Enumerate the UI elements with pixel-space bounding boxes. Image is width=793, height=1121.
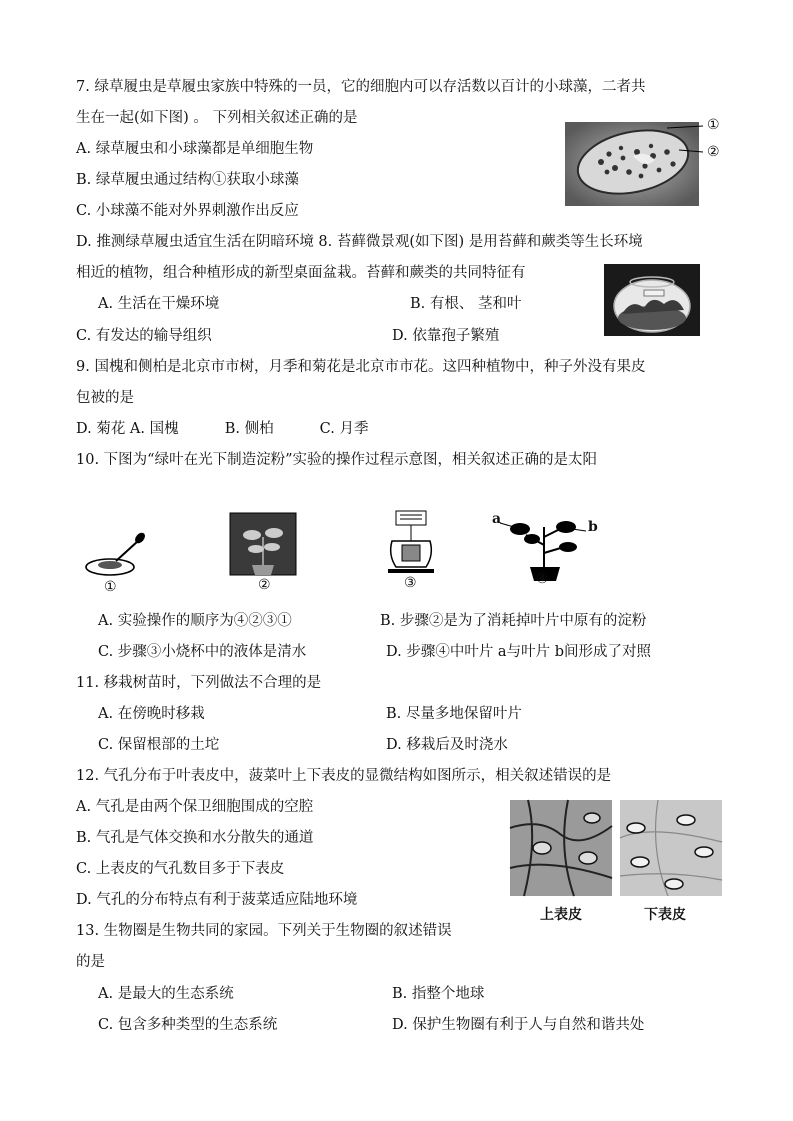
petri-dish-icon: [86, 531, 147, 575]
step-4-label: ④: [536, 571, 549, 587]
water-bath-beaker-icon: [388, 511, 434, 573]
q7-stem-line1: 7. 绿草履虫是草履虫家族中特殊的一员，它的细胞内可以存活数以百计的小球藻，二者共: [76, 79, 646, 95]
lower-epidermis-caption: 下表皮: [644, 907, 686, 923]
q9-stem-line2: 包被的是: [76, 390, 134, 406]
q13-option-d: D. 保护生物圈有利于人与自然和谐共处: [392, 1017, 645, 1033]
figure-label-2: ②: [707, 144, 720, 160]
starch-experiment-figure: [80, 505, 620, 600]
q10-stem-line1: 10. 下图为“绿叶在光下制造淀粉”实验的操作过程示意图，相关叙述正确的是太阳: [76, 452, 597, 468]
q11-option-a: A. 在傍晚时移栽: [98, 706, 205, 722]
q12-option-d: D. 气孔的分布特点有利于菠菜适应陆地环境: [76, 892, 358, 908]
dark-plant-icon: [230, 513, 296, 575]
leaf-a-label: a: [492, 511, 502, 527]
q13-stem-line1: 13. 生物圈是生物共同的家园。下列关于生物圈的叙述错误: [76, 923, 452, 939]
q7-option-b: B. 绿草履虫通过结构①获取小球藻: [76, 172, 299, 188]
q8-option-c: C. 有发达的输导组织: [76, 328, 212, 344]
q11-option-b: B. 尽量多地保留叶片: [386, 706, 522, 722]
q13-option-c: C. 包含多种类型的生态系统: [98, 1017, 278, 1033]
q10-option-c: C. 步骤③小烧杯中的液体是清水: [98, 644, 307, 660]
upper-epidermis-caption: 上表皮: [540, 907, 582, 923]
q12-option-c: C. 上表皮的气孔数目多于下表皮: [76, 861, 285, 877]
q12-stem: 12. 气孔分布于叶表皮中，菠菜叶上下表皮的显微结构如图所示，相关叙述错误的是: [76, 768, 612, 784]
q11-stem: 11. 移栽树苗时，下列做法不合理的是: [76, 675, 322, 691]
q10-option-b: B. 步骤②是为了消耗掉叶片中原有的淀粉: [380, 613, 647, 629]
q7-stem-line2: 生在一起(如下图) 。 下列相关叙述正确的是: [76, 110, 358, 126]
q13-stem-line2: 的是: [76, 954, 105, 970]
figure-label-1: ①: [707, 117, 720, 133]
q8-option-a: A. 生活在干燥环境: [98, 296, 220, 312]
step-1-label: ①: [104, 579, 117, 595]
q12-option-b: B. 气孔是气体交换和水分散失的通道: [76, 830, 314, 846]
q9-stem-line1: 9. 国槐和侧柏是北京市市树，月季和菊花是北京市市花。这四种植物中，种子外没有果皮: [76, 359, 646, 375]
leaf-b-label: b: [588, 519, 598, 535]
q12-option-a: A. 气孔是由两个保卫细胞围成的空腔: [76, 799, 314, 815]
q13-option-a: A. 是最大的生态系统: [98, 986, 234, 1002]
q8-option-d: D. 依靠孢子繁殖: [392, 328, 500, 344]
q7-option-a: A. 绿草履虫和小球藻都是单细胞生物: [76, 141, 314, 157]
step-2-label: ②: [258, 577, 271, 593]
q8-stem-line2: 相近的植物，组合种植形成的新型桌面盆栽。苔藓和蕨类的共同特征有: [76, 265, 526, 281]
q9-options: D. 菊花 A. 国槐 B. 侧柏 C. 月季: [76, 421, 369, 437]
step-3-label: ③: [404, 575, 417, 591]
q11-option-c: C. 保留根部的土坨: [98, 737, 220, 753]
q7-option-d-q8-stem: D. 推测绿草履虫适宜生活在阴暗环境 8. 苔藓微景观(如下图) 是用苔藓和蕨类等生长环境: [76, 234, 643, 250]
q10-option-a: A. 实验操作的顺序为④②③①: [98, 613, 292, 629]
paramecium-figure: [563, 116, 733, 208]
moss-terrarium-figure: [604, 264, 700, 336]
q13-option-b: B. 指整个地球: [392, 986, 485, 1002]
q7-option-c: C. 小球藻不能对外界刺激作出反应: [76, 203, 299, 219]
q8-option-b: B. 有根、 茎和叶: [410, 296, 522, 312]
epidermis-figure: [508, 798, 724, 924]
q11-option-d: D. 移栽后及时浇水: [386, 737, 508, 753]
q10-option-d: D. 步骤④中叶片 a与叶片 b间形成了对照: [386, 644, 651, 660]
